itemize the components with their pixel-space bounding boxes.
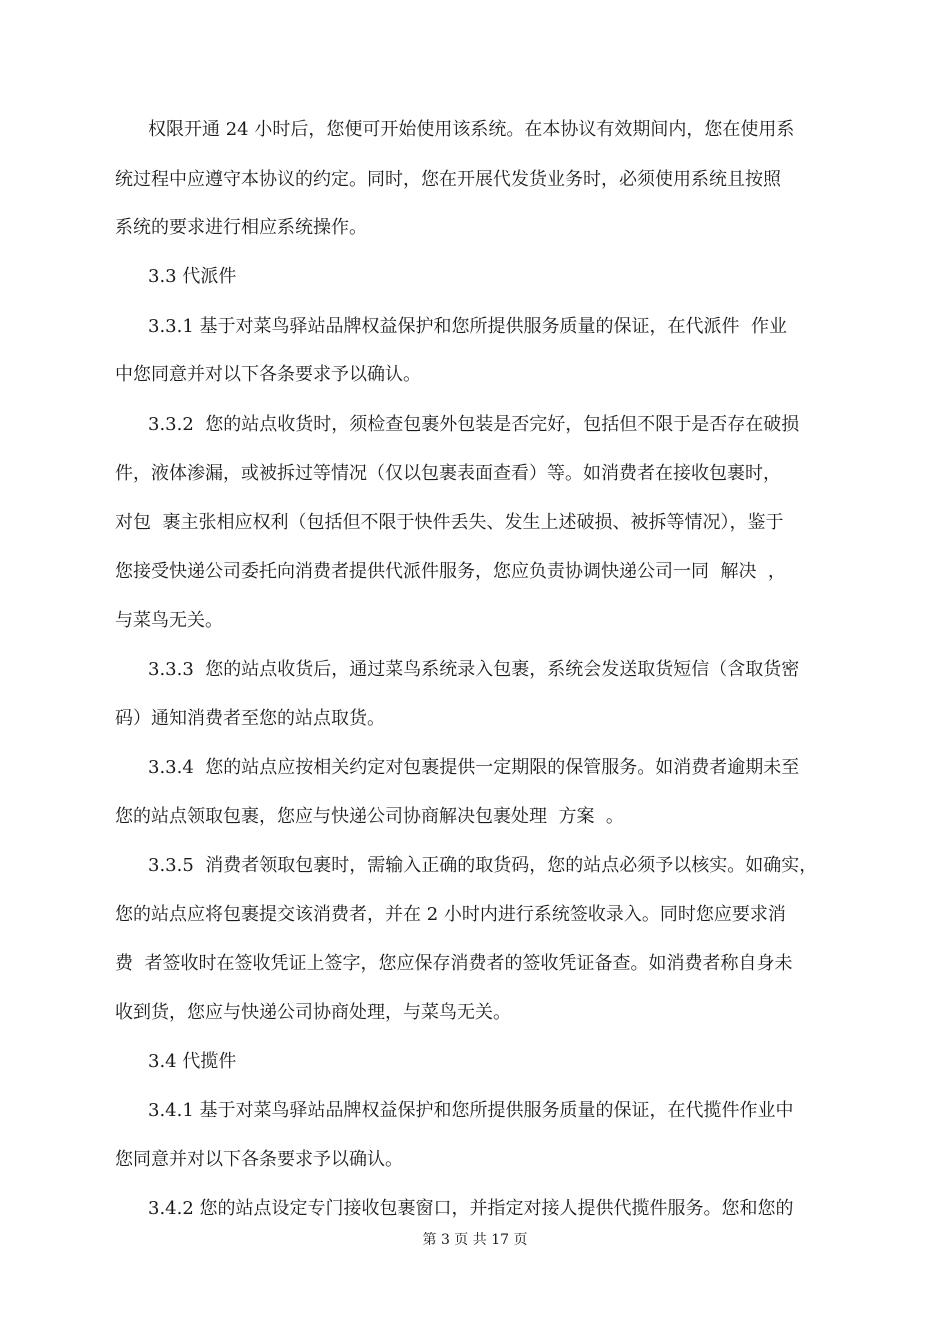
text-line: 3.3.3 您的站点收货后，通过菜鸟系统录入包裹，系统会发送取货短信（含取货密 bbox=[148, 659, 800, 680]
text-line: 您同意并对以下各条要求予以确认。 bbox=[115, 1149, 403, 1170]
page-number-footer: 第 3 页 共 17 页 bbox=[422, 1232, 528, 1248]
text-line: 收到货，您应与快递公司协商处理，与菜鸟无关。 bbox=[115, 1002, 511, 1023]
text-line: 与菜鸟无关。 bbox=[115, 610, 223, 631]
text-line: 3.4.1 基于对菜鸟驿站品牌权益保护和您所提供服务质量的保证，在代揽件作业中 bbox=[148, 1100, 794, 1121]
text-line: 您的站点领取包裹，您应与快递公司协商解决包裹处理 方案 。 bbox=[115, 806, 624, 827]
text-line: 对包 裹主张相应权利（包括但不限于快件丢失、发生上述破损、被拆等情况），鉴于 bbox=[115, 512, 784, 533]
text-line: 您的站点应将包裹提交该消费者，并在 2 小时内进行系统签收录入。同时您应要求消 bbox=[115, 904, 786, 925]
text-line: 费 者签收时在签收凭证上签字，您应保存消费者的签收凭证备查。如消费者称自身未 bbox=[115, 953, 793, 974]
text-line: 3.3.5 消费者领取包裹时，需输入正确的取货码，您的站点必须予以核实。如确实， bbox=[148, 855, 818, 876]
text-line: 件，液体渗漏，或被拆过等情况（仅以包裹表面查看）等。如消费者在接收包裹时， bbox=[115, 463, 781, 484]
text-line: 您接受快递公司委托向消费者提供代派件服务，您应负责协调快递公司一同 解决 ， bbox=[115, 561, 786, 582]
text-line: 系统的要求进行相应系统操作。 bbox=[115, 217, 367, 238]
section-heading: 3.4 代揽件 bbox=[148, 1051, 237, 1072]
text-line: 3.3.1 基于对菜鸟驿站品牌权益保护和您所提供服务质量的保证，在代派件 作业 bbox=[148, 316, 787, 337]
text-line: 统过程中应遵守本协议的约定。同时，您在开展代发货业务时，必须使用系统且按照 bbox=[115, 169, 781, 190]
text-line: 码）通知消费者至您的站点取货。 bbox=[115, 708, 385, 729]
text-line: 3.3.2 您的站点收货时，须检查包裹外包装是否完好，包括但不限于是否存在破损 bbox=[148, 414, 800, 435]
section-heading: 3.3 代派件 bbox=[148, 266, 237, 287]
text-line: 3.4.2 您的站点设定专门接收包裹窗口，并指定对接人提供代揽件服务。您和您的 bbox=[148, 1198, 794, 1219]
text-line: 中您同意并对以下各条要求予以确认。 bbox=[115, 364, 421, 385]
text-line: 权限开通 24 小时后，您便可开始使用该系统。在本协议有效期间内，您在使用系 bbox=[148, 119, 795, 140]
text-line: 3.3.4 您的站点应按相关约定对包裹提供一定期限的保管服务。如消费者逾期未至 bbox=[148, 757, 800, 778]
